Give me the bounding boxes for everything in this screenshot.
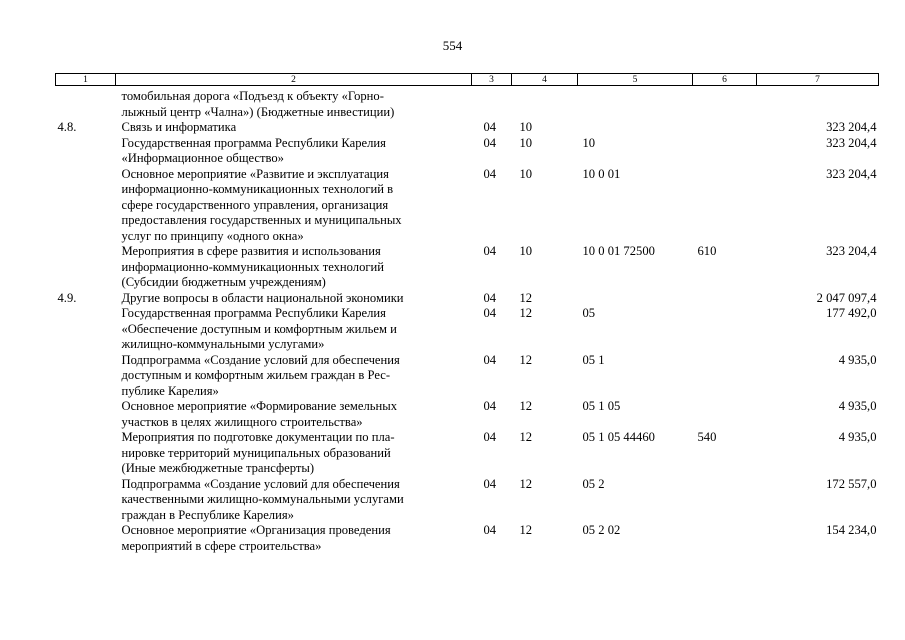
subsection-code: 10 [519, 135, 533, 150]
expense-type-code: 540 [697, 430, 717, 444]
subsection-code: 12 [519, 523, 533, 537]
section-code: 04 [483, 399, 497, 413]
target-article-code: 05 1 [582, 352, 605, 367]
target-article-code: 05 2 02 [582, 523, 621, 537]
section-code: 04 [483, 430, 497, 444]
target-article-code: 10 0 01 [582, 166, 621, 181]
header-cell: 5 [578, 74, 693, 86]
table-row [56, 477, 879, 524]
row-number [56, 430, 116, 477]
row-name: Подпрограмма «Создание условий для обеспечения доступным и комфортным жильем граждан в Рес- публике Карелия» [121, 352, 400, 398]
row-number [56, 306, 116, 353]
budget-table [55, 73, 879, 554]
amount [757, 86, 879, 121]
target-article-code [578, 120, 693, 136]
row-name: Основное мероприятие «Формирование земельных участков в целях жилищного строительства» [121, 399, 397, 429]
header-cell: 2 [116, 74, 472, 86]
section-code: 04 [483, 120, 497, 134]
subsection-code: 10 [519, 166, 533, 181]
table-row [56, 353, 879, 400]
row-name: томобильная дорога «Подъезд к объекту «Горно- лыжный центр «Чална») (Бюджетные инвестиции) [121, 89, 395, 119]
row-name: Основное мероприятие «Организация проведения мероприятий в сфере строительства» [121, 523, 391, 553]
row-number [56, 136, 116, 167]
target-article-code: 10 [582, 135, 596, 150]
header-cell: 6 [693, 74, 757, 86]
target-article-code [578, 291, 693, 307]
expense-type-code [693, 120, 757, 136]
subsection-code: 10 [519, 120, 533, 134]
table-row [56, 167, 879, 245]
amount: 323 204,4 [826, 166, 877, 181]
table-row [56, 244, 879, 291]
row-number [56, 523, 116, 554]
table-row [56, 306, 879, 353]
section-code: 04 [483, 476, 497, 491]
table-row [56, 523, 879, 554]
row-number: 4.8. [57, 120, 77, 134]
header-row [56, 74, 879, 86]
section-code: 04 [483, 290, 497, 305]
expense-type-code [693, 399, 757, 430]
subsection-code: 12 [519, 290, 533, 305]
table-row [56, 136, 879, 167]
amount: 154 234,0 [826, 523, 877, 537]
section-code: 04 [483, 135, 497, 150]
row-name: Мероприятия по подготовке документации по пла- нировке территорий муниципальных образований (Иные межбюджетные трансферты) [121, 430, 395, 475]
amount: 4 935,0 [838, 430, 877, 444]
section-code: 04 [483, 352, 497, 367]
subsection-code: 12 [519, 306, 533, 320]
expense-type-code [693, 306, 757, 353]
row-name: Связь и информатика [121, 120, 237, 134]
page-number: 554 [442, 38, 463, 53]
row-number [56, 399, 116, 430]
header-cell: 1 [56, 74, 116, 86]
amount: 177 492,0 [826, 306, 877, 320]
row-number [56, 167, 116, 245]
header-cell: 7 [757, 74, 879, 86]
amount: 2 047 097,4 [816, 290, 877, 305]
expense-type-code [693, 477, 757, 524]
target-article-code: 05 2 [582, 476, 605, 491]
section-code: 04 [483, 166, 497, 181]
table-row [56, 399, 879, 430]
subsection-code: 12 [519, 430, 533, 444]
amount: 323 204,4 [826, 244, 877, 258]
amount: 172 557,0 [826, 476, 877, 491]
expense-type-code [693, 291, 757, 307]
row-name: Основное мероприятие «Развитие и эксплуатация информационно-коммуникационных технологий в сфере государственного управления, организация предоставления государственных и муниципальных услуг по принципу «одного окна» [121, 166, 402, 243]
subsection-code [512, 86, 578, 121]
section-code: 04 [483, 523, 497, 537]
row-number [56, 353, 116, 400]
row-name: Мероприятия в сфере развития и использования информационно-коммуникационных технологий (Субсидии бюджетным учреждениям) [121, 244, 385, 289]
section-code: 04 [483, 244, 497, 258]
amount: 4 935,0 [838, 399, 877, 413]
row-name: Государственная программа Республики Карелия «Обеспечение доступным и комфортным жильем и жилищно-коммунальными услугами» [121, 306, 397, 351]
expense-type-code [693, 523, 757, 554]
amount: 4 935,0 [838, 352, 877, 367]
row-number: 4.9. [57, 290, 77, 305]
target-article-code: 05 [582, 306, 596, 320]
table-row [56, 86, 879, 121]
subsection-code: 10 [519, 244, 533, 258]
row-number [56, 477, 116, 524]
target-article-code: 10 0 01 72500 [582, 244, 655, 258]
target-article-code: 05 1 05 44460 [582, 430, 655, 444]
section-code: 04 [483, 306, 497, 320]
row-name: Государственная программа Республики Карелия «Информационное общество» [121, 135, 386, 165]
row-number [56, 244, 116, 291]
row-name: Другие вопросы в области национальной экономики [121, 290, 404, 305]
table-row [56, 120, 879, 136]
table-row [56, 430, 879, 477]
row-name: Подпрограмма «Создание условий для обеспечения качественными жилищно-коммунальными услугами граждан в Республике Карелия» [121, 476, 404, 522]
section-code [472, 86, 512, 121]
expense-type-code [693, 86, 757, 121]
amount: 323 204,4 [826, 135, 877, 150]
row-number [56, 86, 116, 121]
expense-type-code [693, 167, 757, 245]
expense-type-code: 610 [697, 244, 717, 258]
subsection-code: 12 [519, 476, 533, 491]
header-cell: 4 [512, 74, 578, 86]
table-row [56, 291, 879, 307]
expense-type-code [693, 136, 757, 167]
target-article-code: 05 1 05 [582, 399, 621, 413]
amount: 323 204,4 [826, 120, 877, 134]
subsection-code: 12 [519, 399, 533, 413]
expense-type-code [693, 353, 757, 400]
target-article-code [578, 86, 693, 121]
header-cell: 3 [472, 74, 512, 86]
subsection-code: 12 [519, 352, 533, 367]
